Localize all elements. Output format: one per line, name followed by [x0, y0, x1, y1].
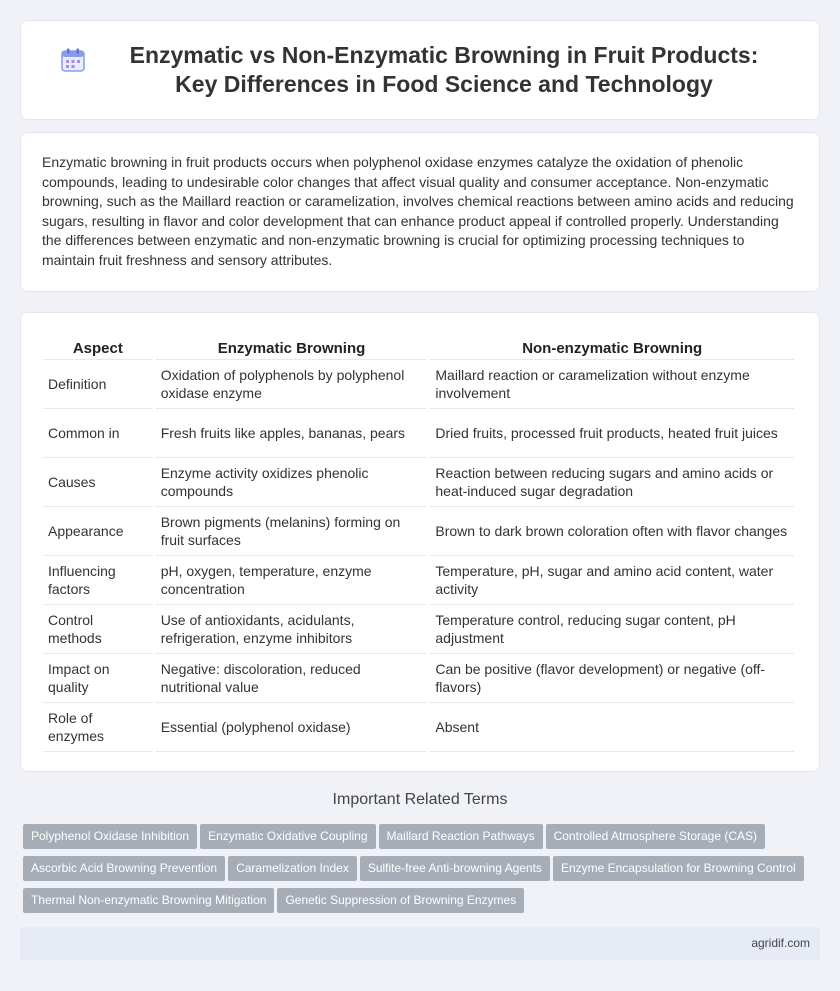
cell-aspect: Definition [43, 360, 153, 409]
cell-enzymatic: Enzyme activity oxidizes phenolic compounds [156, 458, 428, 507]
related-term-tag[interactable]: Caramelization Index [228, 856, 357, 881]
cell-non-enzymatic: Maillard reaction or caramelization without enzyme involvement [430, 360, 794, 409]
cell-enzymatic: Fresh fruits like apples, bananas, pears [156, 409, 428, 458]
table-row [43, 458, 794, 507]
table-row [43, 605, 794, 654]
table-row [43, 654, 794, 703]
comparison-card [20, 312, 820, 772]
related-term-tag[interactable]: Controlled Atmosphere Storage (CAS) [546, 824, 765, 849]
footer-site-link[interactable]: agridif.com [751, 936, 810, 950]
cell-non-enzymatic: Absent [430, 703, 794, 752]
title-card [20, 20, 820, 120]
cell-aspect: Common in [43, 409, 153, 458]
related-term-tag[interactable]: Ascorbic Acid Browning Prevention [23, 856, 225, 881]
cell-enzymatic: Negative: discoloration, reduced nutritional value [156, 654, 428, 703]
title-wrap [60, 41, 780, 99]
cell-enzymatic: pH, oxygen, temperature, enzyme concentration [156, 556, 428, 605]
related-term-tag[interactable]: Polyphenol Oxidase Inhibition [23, 824, 197, 849]
cell-non-enzymatic: Brown to dark brown coloration often with flavor changes [430, 507, 794, 556]
table-row [43, 703, 794, 752]
cell-non-enzymatic: Temperature, pH, sugar and amino acid content, water activity [430, 556, 794, 605]
intro-paragraph: Enzymatic browning in fruit products occurs when polyphenol oxidase enzymes catalyze the oxidation of phenolic compounds, leading to undesirable color changes that affect visual quality and consumer acceptance. Non-enzymatic browning, such as the Maillard reaction or caramelization, involves chemical reactions between amino acids and reducing sugars, resulting in flavor and color development that can enhance product appeal if controlled properly. Understanding the differences between enzymatic and non-enzymatic browning is crucial for optimizing processing techniques to maintain fruit freshness and sensory attributes. [42, 154, 794, 268]
header-non-enzymatic: Non-enzymatic Browning [430, 333, 794, 360]
table-row [43, 556, 794, 605]
table-row [43, 507, 794, 556]
cell-enzymatic: Brown pigments (melanins) forming on fruit surfaces [156, 507, 428, 556]
cell-non-enzymatic: Reaction between reducing sugars and amino acids or heat-induced sugar degradation [430, 458, 794, 507]
cell-non-enzymatic: Dried fruits, processed fruit products, heated fruit juices [430, 409, 794, 458]
comparison-table [40, 333, 797, 752]
related-term-tag[interactable]: Sulfite-free Anti-browning Agents [360, 856, 550, 881]
intro-card [20, 132, 820, 292]
table-row [43, 409, 794, 458]
related-term-tag[interactable]: Enzymatic Oxidative Coupling [200, 824, 375, 849]
cell-enzymatic: Use of antioxidants, acidulants, refrigeration, enzyme inhibitors [156, 605, 428, 654]
related-term-tag[interactable]: Thermal Non-enzymatic Browning Mitigation [23, 888, 274, 913]
related-term-tag[interactable]: Genetic Suppression of Browning Enzymes [277, 888, 524, 913]
footer [20, 927, 820, 960]
cell-aspect: Control methods [43, 605, 153, 654]
cell-enzymatic: Essential (polyphenol oxidase) [156, 703, 428, 752]
cell-aspect: Impact on quality [43, 654, 153, 703]
cell-aspect: Influencing factors [43, 556, 153, 605]
header-aspect: Aspect [43, 333, 153, 360]
cell-aspect: Role of enzymes [43, 703, 153, 752]
cell-non-enzymatic: Can be positive (flavor development) or negative (off-flavors) [430, 654, 794, 703]
calendar-icon [60, 47, 86, 73]
related-term-tag[interactable]: Maillard Reaction Pathways [379, 824, 543, 849]
header-enzymatic: Enzymatic Browning [156, 333, 428, 360]
page-title: Enzymatic vs Non-Enzymatic Browning in Fruit Products: Key Differences in Food Science and Technology [129, 42, 759, 97]
cell-enzymatic: Oxidation of polyphenols by polyphenol oxidase enzyme [156, 360, 428, 409]
table-row [43, 360, 794, 409]
cell-non-enzymatic: Temperature control, reducing sugar content, pH adjustment [430, 605, 794, 654]
related-terms-heading: Important Related Terms [332, 791, 508, 808]
related-terms-list [23, 824, 823, 920]
cell-aspect: Causes [43, 458, 153, 507]
cell-aspect: Appearance [43, 507, 153, 556]
related-term-tag[interactable]: Enzyme Encapsulation for Browning Control [553, 856, 804, 881]
table-header-row [43, 333, 794, 360]
